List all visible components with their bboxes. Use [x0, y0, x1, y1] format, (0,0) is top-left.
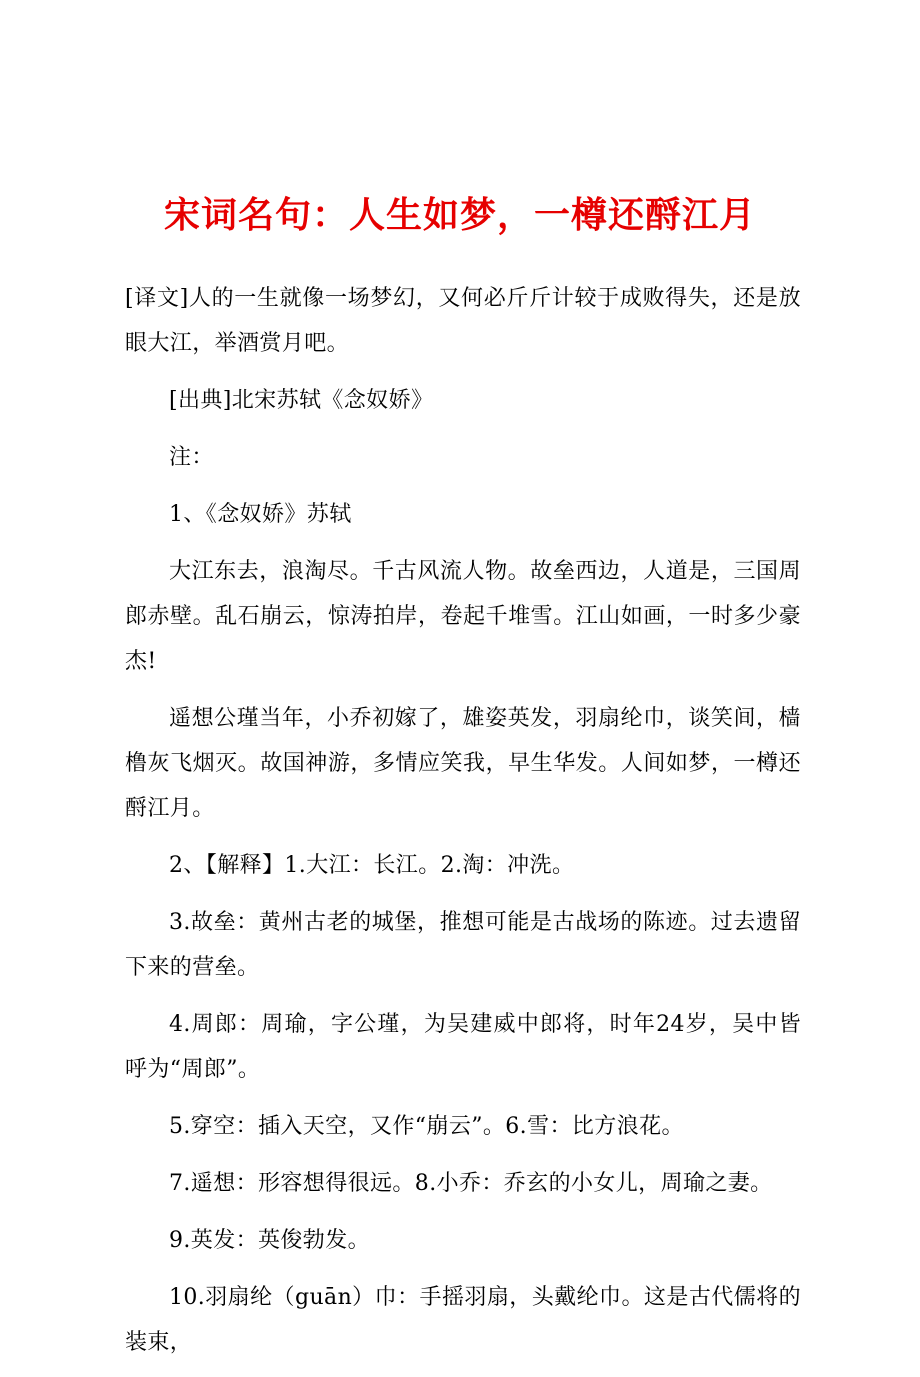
source-paragraph: [出典]北宋苏轼《念奴娇》: [169, 388, 434, 413]
translation-paragraph: [译文]人的一生就像一场梦幻，又何必斤斤计较于成败得失，还是放眼大江，举酒赏月吧。: [125, 286, 801, 356]
note-paragraph: 3.故垒：黄州古老的城堡，推想可能是古战场的陈迹。过去遗留下来的营垒。: [125, 910, 801, 980]
page-title: 宋词名句：人生如梦，一樽还酹江月: [163, 195, 756, 236]
note-paragraph: 9.英发：英俊勃发。: [169, 1228, 370, 1253]
poem-stanza-1: 大江东去，浪淘尽。千古风流人物。故垒西边，人道是，三国周郎赤壁。乱石崩云，惊涛拍岸，卷起千堆雪。江山如画，一时多少豪杰!: [125, 559, 801, 674]
poem-stanza-2: 遥想公瑾当年，小乔初嫁了，雄姿英发，羽扇纶巾，谈笑间，樯橹灰飞烟灭。故国神游，多情应笑我，早生华发。人间如梦，一樽还酹江月。: [125, 706, 801, 821]
note-paragraph: 4.周郎：周瑜，字公瑾，为吴建威中郎将，时年24岁，吴中皆呼为“周郎”。: [125, 1012, 801, 1082]
explanation-paragraph: 2、【解释】1.大江：长江。2.淘：冲洗。: [169, 853, 575, 878]
notes-heading: 注：: [169, 445, 214, 470]
note-paragraph: 5.穿空：插入天空，又作“崩云”。6.雪：比方浪花。: [169, 1114, 684, 1139]
poem-title-paragraph: 1、《念奴娇》苏轼: [169, 502, 352, 527]
document-body: [125, 276, 801, 1377]
note-paragraph: 7.遥想：形容想得很远。8.小乔：乔玄的小女儿，周瑜之妻。: [169, 1171, 773, 1196]
note-paragraph: 10.羽扇纶（guān）巾：手摇羽扇，头戴纶巾。这是古代儒将的装束，: [125, 1285, 801, 1355]
